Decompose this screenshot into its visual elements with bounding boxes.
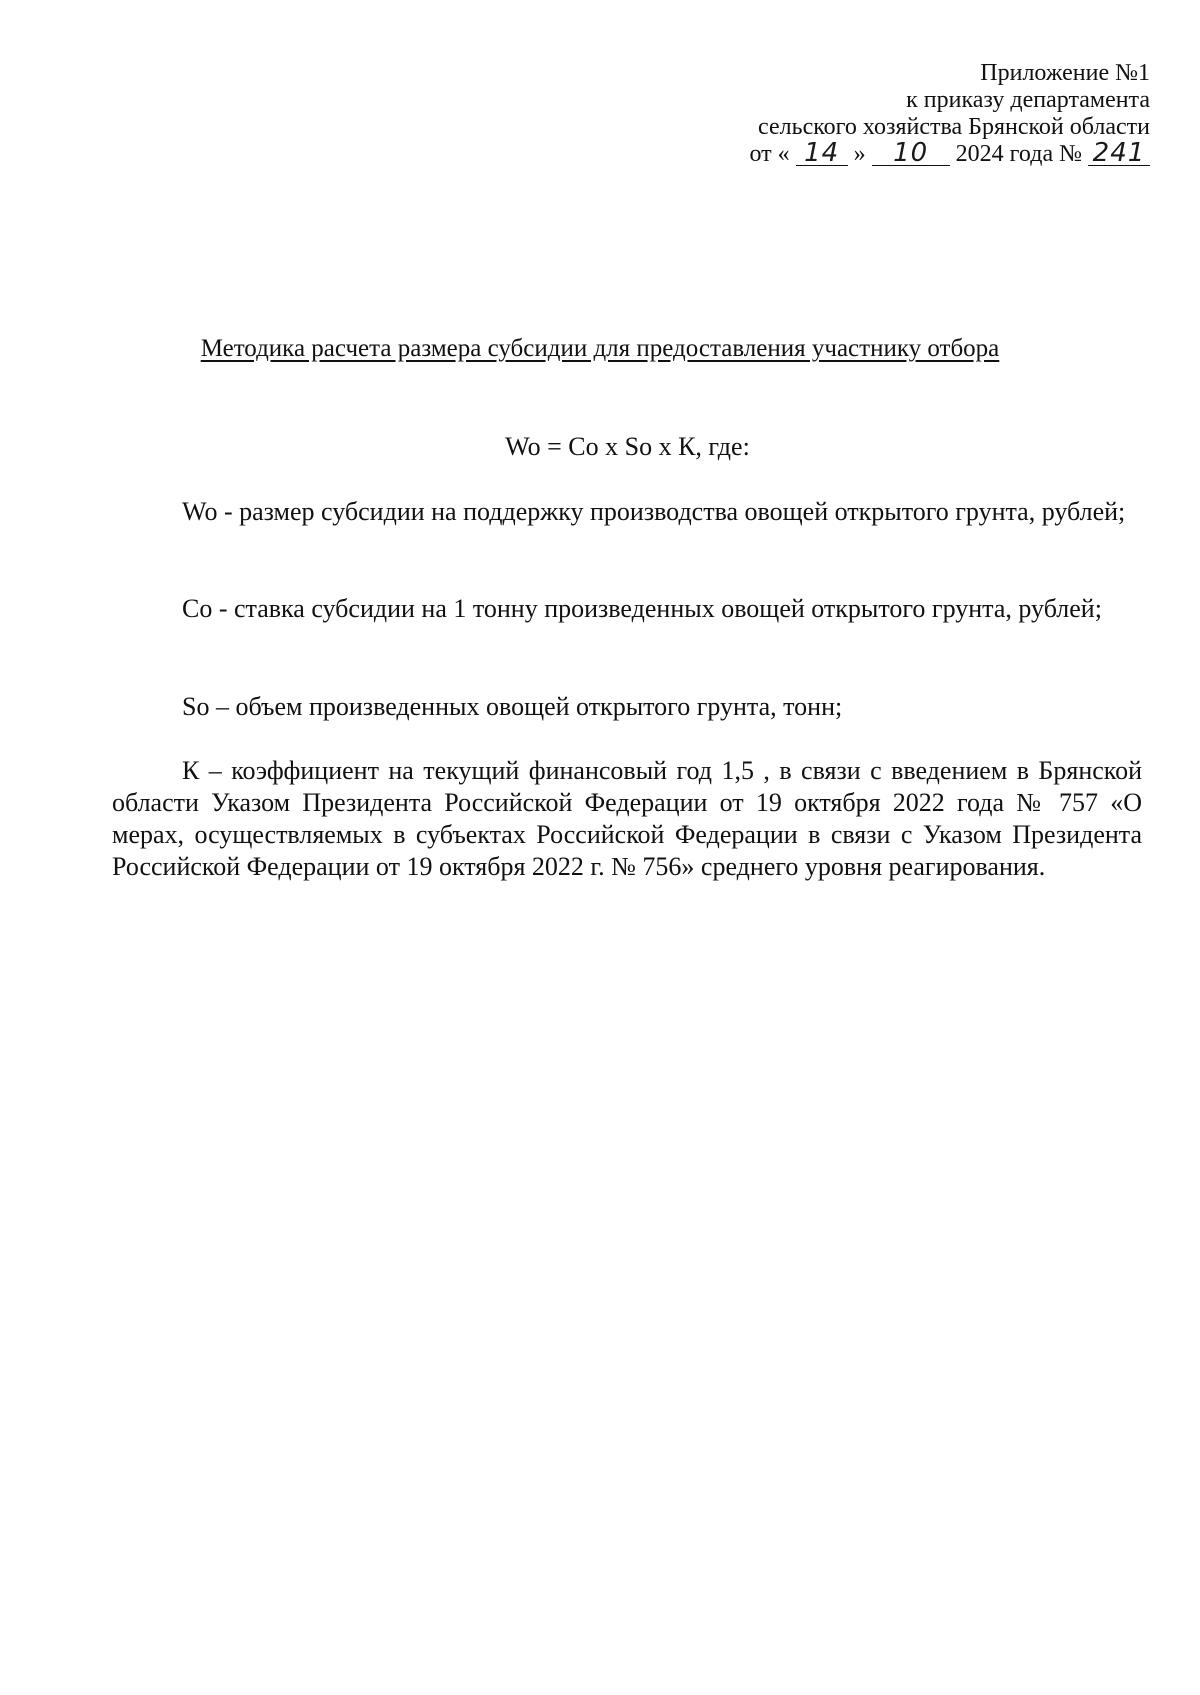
- appendix-label: Приложение №1: [980, 60, 1150, 86]
- definition-co: Co - ставка субсидии на 1 тонну произведенных овощей открытого грунта, рублей;: [182, 594, 1102, 623]
- order-date-line: [590, 138, 1150, 168]
- date-prefix: от «: [749, 141, 790, 167]
- definition-k: К – коэффициент на текущий финансовый год 1,5 , в связи с введением в Брянской области Указом Президента Российской Федерации от 19 октября 2022 года № 757 «О мерах, осуществляемых в субъектах Российской Федерации в связи с Указом Президента Российской Федерации от 19 октября 2022 г. № 756» среднего уровня реагирования.: [112, 756, 1142, 881]
- definition-wo: Wo - размер субсидии на поддержку производства овощей открытого грунта, рублей;: [182, 497, 1126, 526]
- document-title: Методика расчета размера субсидии для предоставления участнику отбора: [200, 335, 1000, 362]
- handwritten-day: 14: [796, 141, 848, 166]
- definition-so: So – объем произведенных овощей открытого грунта, тонн;: [182, 692, 843, 721]
- handwritten-month: 10: [872, 141, 950, 166]
- order-reference-line-1: к приказу департамента: [906, 87, 1150, 113]
- order-reference-line-2: сельского хозяйства Брянской области: [758, 114, 1150, 140]
- appendix-header: [590, 60, 1150, 168]
- handwritten-order-number: 241: [1088, 141, 1150, 166]
- date-year: 2024 года №: [955, 141, 1082, 167]
- date-mid: »: [853, 141, 866, 167]
- formula: Wo = Co x So x К, где:: [505, 432, 750, 461]
